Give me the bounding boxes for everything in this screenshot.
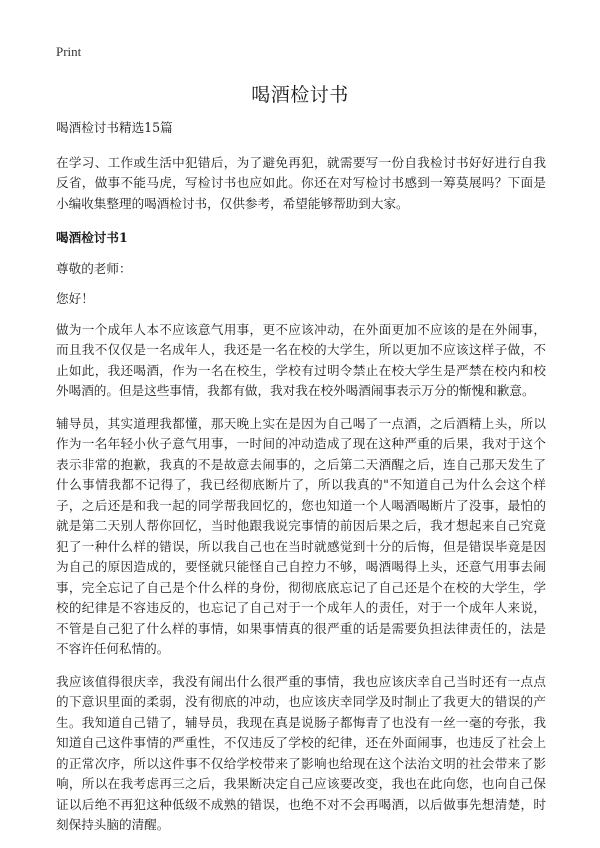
print-link[interactable]: Print	[56, 44, 82, 59]
body-paragraph-2: 辅导员，其实道理我都懂，那天晚上实在是因为自己喝了一点酒，之后酒精上头，所以作为一名年轻小伙子意气用事，一时间的冲动造成了现在这种严重的后果，我对于这个表示非常的抱歉，我真的不是故意去闹事的，之后第二天酒醒之后，连自己那天发生了什么事情我都不记得了，我已经彻底断片了，所以我真的"不知道自己为什么会这个样子，之后还是和我一起的同学帮我回忆的，您也知道一个人喝酒喝断片了没事，最怕的就是第二天别人帮你回忆，当时他跟我说完事情的前因后果之后，我才想起来自己究竟犯了一种什么样的错误，所以我自己也在当时就感觉到十分的后悔，但是错误毕竟是因为自己的原因造成的，要怪就只能怪自己自控力不够，喝酒喝得上头，还意气用事去闹事，完全忘记了自己是个什么样的身份，彻彻底底忘记了自己还是个在校的大学生，学校的纪律是不容违反的，也忘记了自己对于一个成年人的责任，对于一个成年人来说，不管是自己犯了什么样的事情，如果事情真的很严重的话是需要负担法律责任的，法是不容许任何私情的。	[56, 415, 546, 656]
document-body	[56, 118, 546, 848]
intro-paragraph: 在学习、工作或生活中犯错后，为了避免再犯，就需要写一份自我检讨书好好进行自我反省，做事不能马虎，写检讨书也应如此。你还在对写检讨书感到一筹莫展吗？下面是小编收集整理的喝酒检讨书，仅供参考，希望能够帮助到大家。	[56, 154, 546, 211]
greeting: 您好！	[56, 291, 94, 306]
document-title: 喝酒检讨书	[251, 84, 349, 106]
salutation: 尊敬的老师：	[56, 260, 132, 276]
section-heading: 喝酒检讨书1	[56, 230, 128, 245]
body-paragraph-1: 做为一个成年人本不应该意气用事，更不应该冲动，在外面更加不应该的是在外闹事，而且我不仅仅是一名成年人，我还是一名在校的大学生，所以更加不应该这样子做，不止如此，我还喝酒，作为一名在校生，学校有过明令禁止在校大学生是严禁在校内和校外喝酒的。但是这些事情，我都有做，我对我在校外喝酒闹事表示万分的惭愧和歉意。	[56, 321, 546, 398]
body-paragraph-3: 我应该值得很庆幸，我没有闹出什么很严重的事情，我也应该庆幸自己当时还有一点点的下意识里面的柔弱，没有彻底的冲动，也应该庆幸同学及时制止了我更大的错误的产生。我知道自己错了，辅导员，我现在真是说肠子都悔青了也没有一丝一毫的夸张，我知道自己这件事情的严重性，不仅违反了学校的纪律，还在外面闹事，也违反了社会上的正常次序，所以这件事不仅给学校带来了影响也给现在这个法治文明的社会带来了影响，所以在我考虑再三之后，我果断决定自己应该要改变，我也在此向您，也向自己保证以后绝不再犯这种低级不成熟的错误，也绝不对不会再喝酒，以后做事先想清楚，时刻保持头脑的清醒。	[56, 673, 546, 832]
document-subtitle: 喝酒检讨书精选15篇	[56, 120, 173, 135]
